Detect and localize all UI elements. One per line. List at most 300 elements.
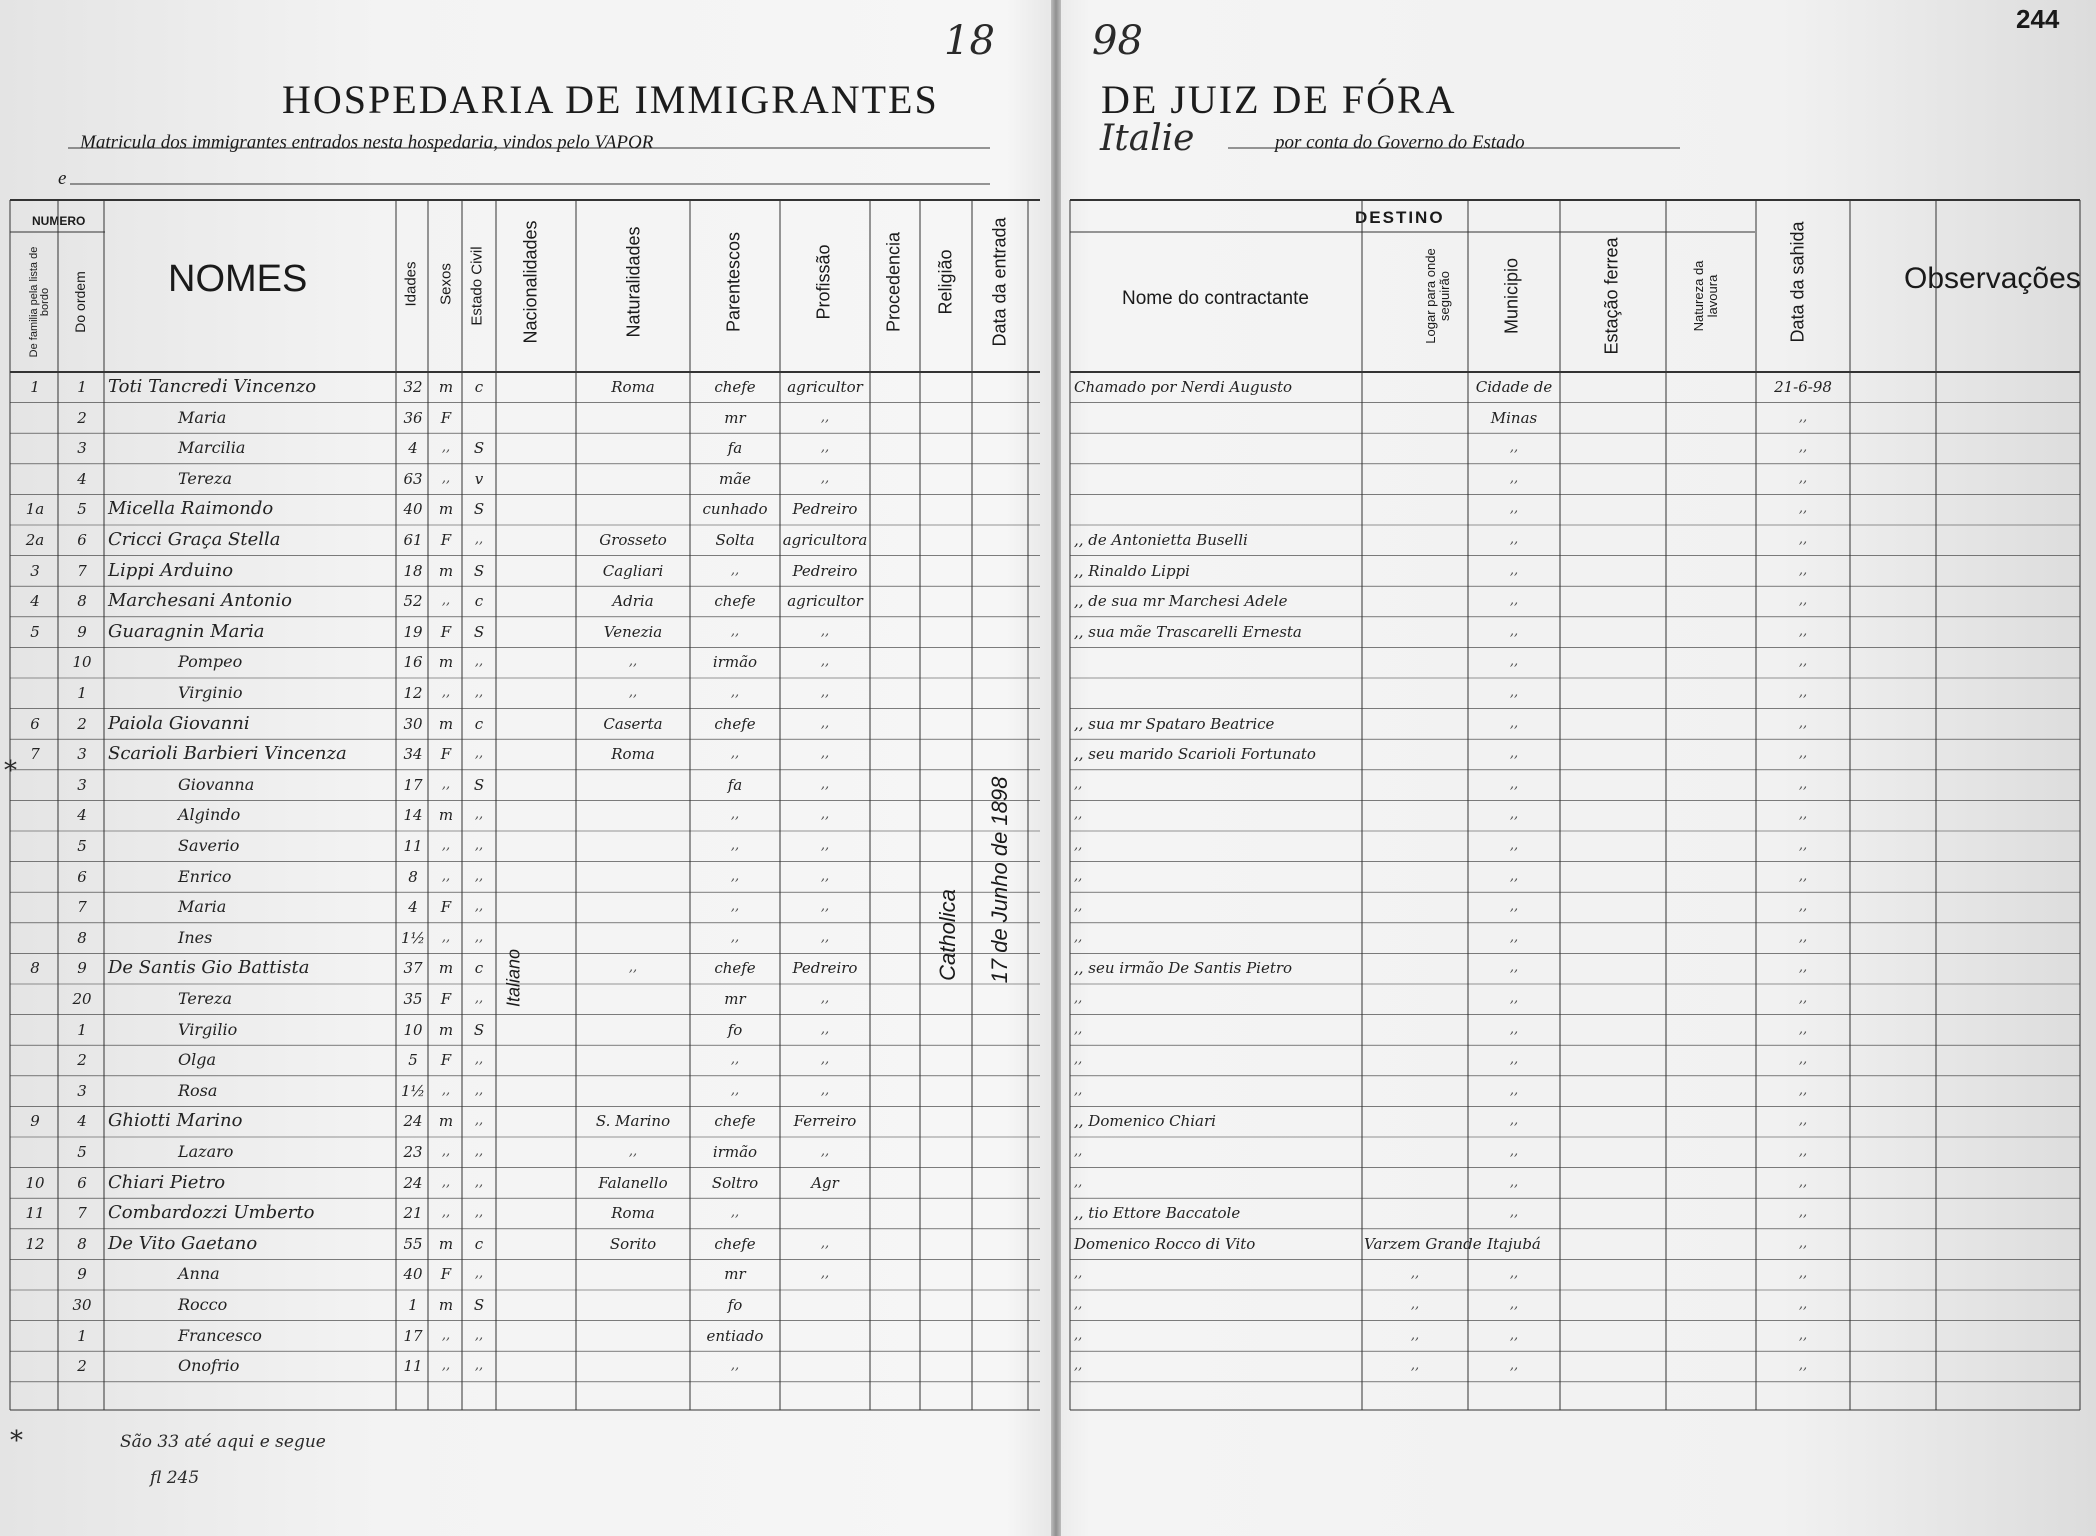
cell-sexo: ,, [441, 1358, 451, 1374]
cell-sahida: ,, [1798, 1358, 1808, 1374]
cell-nome: Olga [178, 1050, 217, 1070]
cell-prof: agricultora [782, 531, 868, 549]
cell-parent: chefe [714, 592, 756, 611]
cell-natural [578, 494, 688, 525]
cell-nome: De Santis Gio Battista [108, 957, 310, 979]
cell-contr: ,, [1074, 1327, 1083, 1343]
contractante-header: Nome do contractante [1122, 288, 1309, 309]
cell-idade: 32 [403, 378, 423, 396]
cell-prof: ,, [820, 685, 830, 700]
cell-munic: ,, [1509, 1327, 1519, 1343]
cell-prof [782, 1290, 868, 1321]
cell-sahida: ,, [1798, 1021, 1808, 1037]
cell-parent: ,, [730, 929, 740, 945]
logar-header: Logar para onde seguirão [1423, 248, 1452, 344]
cell-prof: ,, [820, 1235, 830, 1251]
cell-natural [578, 984, 688, 1015]
cell-munic: ,, [1509, 1358, 1519, 1374]
cell-ord: 2 [77, 1357, 87, 1376]
cell-contr: ,, [1074, 807, 1083, 823]
cell-prof: ,, [820, 929, 830, 945]
cell-natural [578, 1259, 688, 1290]
cell-fam [14, 678, 56, 709]
cell-nome: Algindo [178, 805, 241, 825]
cell-idade: 21 [403, 1204, 423, 1223]
cell-civil: S [473, 1296, 485, 1314]
cell-natural [578, 1015, 688, 1046]
cell-idade: 11 [403, 1357, 423, 1376]
cell-prof [782, 1198, 868, 1229]
cell-civil: ,, [474, 929, 484, 945]
footer-folio: fl 245 [150, 1468, 200, 1488]
cell-idade: 11 [403, 837, 423, 855]
cell-munic: ,, [1509, 1082, 1519, 1098]
cell-ord: 8 [77, 592, 87, 611]
cell-parent: ,, [730, 838, 740, 853]
cell-parent: ,, [730, 1358, 740, 1374]
cell-civil: ,, [474, 838, 484, 853]
cell-nome: Scarioli Barbieri Vincenza [108, 743, 347, 765]
cell-sexo: F [440, 531, 452, 549]
cell-sexo: m [438, 714, 454, 733]
cell-prof: ,, [820, 776, 830, 792]
cell-nome: Pompeo [178, 652, 243, 672]
cell-ord: 4 [77, 1112, 87, 1131]
cell-contr: ,, [1074, 838, 1083, 853]
cell-ord: 30 [72, 1296, 92, 1314]
cell-civil: ,, [474, 1327, 484, 1343]
profissao-header: Profissão [813, 244, 834, 320]
cell-contr: ,, [1074, 899, 1083, 915]
cell-contr [1074, 433, 1360, 464]
cell-prof: ,, [820, 440, 830, 456]
cell-prof: ,, [820, 623, 830, 639]
cell-idade: 63 [403, 469, 423, 488]
cell-fam [14, 831, 56, 862]
cell-contr: ,, [1074, 1297, 1083, 1312]
cell-fam [14, 433, 56, 464]
cell-logar [1364, 617, 1466, 648]
cell-natural [578, 892, 688, 923]
cell-logar [1364, 678, 1466, 709]
cell-sexo: m [438, 653, 454, 672]
sexos-header: Sexos [437, 263, 455, 305]
cell-logar [1364, 862, 1466, 893]
cell-contr: ,, tio Ettore Baccatole [1074, 1204, 1241, 1223]
cell-civil: ,, [474, 899, 484, 915]
cell-natural: Venezia [603, 622, 663, 641]
cell-nome: Enrico [178, 866, 232, 886]
cell-ord: 5 [77, 837, 87, 855]
cell-natural: Roma [611, 1204, 655, 1223]
cell-prof: Pedreiro [792, 500, 858, 519]
cell-sahida: ,, [1798, 929, 1808, 945]
cell-prof: ,, [820, 1052, 830, 1068]
natureza-header: Natureza da lavoura [1691, 260, 1720, 332]
cell-ord: 9 [77, 622, 87, 641]
cell-sexo: F [440, 1051, 452, 1070]
cell-contr: ,, sua mãe Trascarelli Ernesta [1074, 622, 1302, 641]
cell-fam: 4 [30, 592, 40, 611]
cell-munic: ,, [1509, 1174, 1519, 1190]
cell-ord: 7 [77, 1204, 87, 1223]
cell-natural [578, 433, 688, 464]
cell-natural: ,, [628, 1144, 638, 1159]
cell-prof: ,, [820, 746, 830, 762]
cell-civil: ,, [474, 1113, 484, 1129]
cell-sahida: ,, [1798, 991, 1808, 1006]
cell-munic: ,, [1509, 1052, 1519, 1068]
cell-sexo: ,, [441, 440, 451, 456]
observacoes-header: Observações [1904, 262, 2081, 295]
cell-nome: De Vito Gaetano [108, 1232, 258, 1254]
cell-idade: 24 [403, 1112, 423, 1131]
cell-fam [14, 1259, 56, 1290]
cell-ord: 8 [77, 928, 87, 947]
naturalidades-header: Naturalidades [623, 226, 644, 338]
cell-logar [1364, 892, 1466, 923]
parentescos-header: Parentescos [723, 231, 744, 333]
cell-civil: ,, [474, 746, 484, 762]
cell-civil: ,, [474, 1144, 484, 1159]
cell-ord: 9 [77, 1265, 87, 1284]
cell-fam: 10 [25, 1173, 45, 1192]
cell-ord: 7 [77, 898, 87, 917]
cell-munic: ,, [1509, 470, 1519, 486]
cell-fam [14, 647, 56, 678]
cell-sexo: m [438, 378, 454, 396]
cell-ord: 3 [77, 775, 87, 794]
cell-munic: ,, [1509, 1113, 1519, 1129]
cell-prof [782, 1351, 868, 1382]
cell-prof: ,, [820, 470, 830, 486]
cell-parent: ,, [730, 685, 740, 700]
cell-contr: ,, de Antonietta Buselli [1074, 531, 1248, 549]
cell-parent: mãe [718, 469, 752, 488]
cell-logar [1364, 739, 1466, 770]
cell-parent: chefe [714, 1112, 756, 1131]
cell-munic: ,, [1509, 593, 1519, 609]
cell-munic: ,, [1509, 1144, 1519, 1159]
cell-parent: fo [727, 1296, 743, 1314]
cell-sahida: ,, [1798, 1144, 1808, 1159]
data-entrada-header: Data da entrada [989, 217, 1010, 347]
cell-idade: 40 [403, 500, 423, 519]
cell-civil: ,, [474, 654, 484, 670]
cell-sahida: ,, [1798, 1235, 1808, 1251]
cell-parent: mr [724, 990, 746, 1008]
cell-idade: 14 [403, 806, 423, 825]
cell-contr: Chamado por Nerdi Augusto [1074, 378, 1293, 396]
cell-ord: 1 [77, 378, 87, 396]
cell-munic: ,, [1509, 562, 1519, 578]
cell-parent: entiado [706, 1326, 764, 1345]
cell-sexo: ,, [441, 1082, 451, 1098]
vapor-origin: Italie [1100, 118, 1195, 159]
ledger-title-left: HOSPEDARIA DE IMMIGRANTES [282, 77, 939, 122]
cell-parent: cunhado [702, 500, 768, 519]
cell-contr [1074, 494, 1360, 525]
cell-logar [1364, 464, 1466, 495]
cell-sahida: ,, [1798, 501, 1808, 517]
cell-fam: 5 [30, 622, 40, 641]
cell-sexo: ,, [441, 1205, 451, 1221]
cell-civil: c [474, 714, 484, 733]
cell-sexo: m [438, 561, 454, 580]
cell-contr: ,, [1074, 1144, 1083, 1159]
cell-fam [14, 1290, 56, 1321]
cell-logar [1364, 556, 1466, 587]
cell-contr [1074, 464, 1360, 495]
cell-fam: 12 [25, 1234, 45, 1253]
cell-fam: 11 [25, 1204, 45, 1223]
cell-logar [1364, 709, 1466, 740]
cell-parent: ,, [730, 623, 740, 639]
cell-idade: 8 [408, 867, 418, 886]
cell-logar [1364, 525, 1466, 556]
cell-nome: Toti Tancredi Vincenzo [108, 376, 317, 397]
cell-fam [14, 862, 56, 893]
cell-munic: ,, [1509, 1205, 1519, 1221]
cell-civil: ,, [474, 1358, 484, 1374]
cell-fam [14, 892, 56, 923]
cell-natural: ,, [628, 654, 638, 670]
ledger-title-right: DE JUIZ DE FÓRA [1101, 77, 1457, 122]
cell-prof: Agr [811, 1173, 839, 1192]
cell-fam [14, 1045, 56, 1076]
cell-contr: ,, [1074, 1082, 1083, 1098]
cell-idade: 55 [403, 1234, 423, 1253]
cell-sexo: F [440, 622, 452, 641]
cell-sahida: ,, [1798, 868, 1808, 884]
cell-nome: Marcilia [178, 438, 246, 458]
cell-idade: 61 [403, 531, 423, 549]
cell-munic: ,, [1509, 776, 1519, 792]
cell-nome: Lippi Arduino [108, 559, 234, 581]
cell-idade: 1 [408, 1296, 418, 1314]
cell-civil: ,, [474, 685, 484, 700]
cell-fam: 1a [25, 500, 45, 519]
cell-parent: chefe [714, 714, 756, 733]
cell-prof: ,, [820, 715, 830, 731]
cell-natural [578, 403, 688, 434]
cell-nome: Chiari Pietro [108, 1171, 226, 1193]
cell-prof: ,, [820, 1021, 830, 1037]
cell-logar [1364, 831, 1466, 862]
cell-parent: chefe [714, 1234, 756, 1253]
cell-civil: ,, [474, 991, 484, 1006]
cell-sexo: F [440, 1265, 452, 1284]
cell-ord: 6 [77, 1173, 87, 1192]
data-sahida-header: Data da sahida [1787, 221, 1808, 343]
cell-contr: ,, Domenico Chiari [1074, 1112, 1216, 1131]
cell-prof: ,, [820, 838, 830, 853]
cell-logar [1364, 1168, 1466, 1199]
cell-idade: 1½ [400, 1081, 426, 1100]
star-mark-2: * [10, 1426, 23, 1456]
cell-sahida: ,, [1798, 1327, 1808, 1343]
footer-note: São 33 até aqui e segue [120, 1432, 326, 1452]
cell-munic: ,, [1509, 868, 1519, 884]
cell-fam: 2a [25, 531, 45, 549]
cell-sahida: ,, [1798, 409, 1808, 425]
cell-sahida: ,, [1798, 593, 1808, 609]
cell-ord: 2 [77, 1051, 87, 1070]
cell-logar [1364, 1198, 1466, 1229]
cell-sexo: F [440, 745, 452, 764]
cell-contr: ,, [1074, 1174, 1083, 1190]
cell-prof: Ferreiro [793, 1112, 857, 1131]
cell-idade: 23 [403, 1143, 423, 1161]
cell-parent: irmão [712, 1143, 758, 1161]
cell-contr: ,, [1074, 1052, 1083, 1068]
cell-prof: ,, [820, 1144, 830, 1159]
cell-sahida: ,, [1798, 807, 1808, 823]
cell-munic: ,, [1509, 715, 1519, 731]
cell-sexo: F [440, 898, 452, 917]
cell-sexo: m [438, 1020, 454, 1039]
cell-nome: Onofrio [178, 1356, 240, 1376]
cell-nome: Paiola Giovanni [108, 712, 250, 734]
estacao-header: Estação ferrea [1601, 237, 1622, 355]
cell-logar [1364, 586, 1466, 617]
cell-ord: 6 [77, 531, 87, 549]
cell-civil: ,, [474, 807, 484, 823]
cell-civil: S [473, 561, 485, 580]
cell-munic: ,, [1509, 1021, 1519, 1037]
cell-logar [1364, 770, 1466, 801]
cell-idade: 40 [403, 1265, 423, 1284]
cell-natural: Adria [612, 592, 654, 611]
cell-logar [1364, 1106, 1466, 1137]
cell-logar [1364, 1076, 1466, 1107]
cell-munic: ,, [1509, 838, 1519, 853]
cell-idade: 17 [403, 775, 423, 794]
cell-natural: S. Marino [595, 1112, 671, 1131]
cell-civil: c [474, 378, 484, 396]
cell-sexo: ,, [441, 1327, 451, 1343]
cell-natural [578, 770, 688, 801]
matricula-text: Matricula dos immigrantes entrados nesta hospedaria, vindos pelo VAPOR [80, 132, 654, 153]
cell-natural [578, 464, 688, 495]
cell-munic: ,, [1509, 1266, 1519, 1282]
cell-civil: ,, [474, 868, 484, 884]
cell-munic: ,, [1509, 960, 1519, 976]
cell-parent: ,, [730, 746, 740, 762]
cell-fam [14, 403, 56, 434]
cell-logar: ,, [1410, 1266, 1420, 1282]
religiao-rotated: Catholica [935, 889, 960, 981]
cell-nome: Virginio [178, 683, 243, 702]
cell-sahida: ,, [1798, 1113, 1808, 1129]
cell-sahida: ,, [1798, 899, 1808, 915]
cell-natural [578, 800, 688, 831]
cell-logar: ,, [1410, 1297, 1420, 1312]
cell-munic: Minas [1490, 408, 1538, 427]
cell-nome: Saverio [178, 836, 240, 855]
cell-parent: Soltro [711, 1173, 759, 1192]
cell-civil: ,, [474, 1205, 484, 1221]
cell-natural [578, 1321, 688, 1352]
nacionalidade-rotated: Italiano [503, 948, 524, 1008]
cell-natural: Caserta [603, 714, 663, 733]
municipio-header: Municipio [1501, 257, 1522, 335]
cell-idade: 10 [403, 1020, 423, 1039]
cell-parent: chefe [714, 959, 756, 978]
cell-idade: 19 [403, 622, 423, 641]
cell-civil: v [474, 469, 484, 488]
cell-nome: Giovanna [178, 774, 255, 794]
cell-ord: 4 [77, 806, 87, 825]
cell-prof: ,, [820, 991, 830, 1006]
cell-idade: 17 [403, 1326, 423, 1345]
cell-nome: Rocco [178, 1295, 228, 1314]
cell-parent: ,, [730, 899, 740, 915]
cell-parent: ,, [730, 1205, 740, 1221]
cell-sahida: ,, [1798, 715, 1808, 731]
cell-civil: S [473, 500, 485, 519]
page-number: 244 [2016, 4, 2060, 34]
cell-natural: Grosseto [599, 531, 667, 549]
cell-sexo: m [438, 1234, 454, 1253]
cell-natural [578, 1045, 688, 1076]
cell-fam: 9 [30, 1112, 40, 1131]
cell-logar: ,, [1410, 1358, 1420, 1374]
cell-civil: ,, [474, 1052, 484, 1068]
cell-fam [14, 1351, 56, 1382]
cell-prof: ,, [820, 1082, 830, 1098]
cell-sahida: ,, [1798, 746, 1808, 762]
cell-munic: ,, [1509, 899, 1519, 915]
cell-prof: ,, [820, 807, 830, 823]
cell-sahida: ,, [1798, 654, 1808, 670]
cell-ord: 5 [77, 1143, 87, 1161]
star-mark-1: * [4, 756, 17, 786]
cell-logar [1364, 984, 1466, 1015]
cell-nome: Virgilio [178, 1019, 238, 1039]
cell-sexo: m [438, 959, 454, 978]
cell-logar [1364, 800, 1466, 831]
cell-sahida: ,, [1798, 532, 1808, 547]
cell-sexo: m [438, 806, 454, 825]
cell-prof: ,, [820, 1266, 830, 1282]
cell-ord: 20 [72, 990, 92, 1008]
cell-prof [782, 1321, 868, 1352]
cell-natural: Sorito [609, 1234, 657, 1253]
num-familia-header: De familia pela lista de bordo [28, 246, 51, 358]
cell-logar: ,, [1410, 1327, 1420, 1343]
cell-fam [14, 770, 56, 801]
cell-contr: ,, seu irmão De Santis Pietro [1074, 959, 1293, 978]
cell-nome: Ghiotti Marino [108, 1110, 243, 1132]
cell-logar [1364, 372, 1466, 403]
cell-sexo: ,, [441, 1144, 451, 1159]
cell-idade: 4 [408, 439, 418, 458]
cell-sahida: ,, [1798, 440, 1808, 456]
cell-logar [1364, 1137, 1466, 1168]
estado-civil-header: Estado Civil [468, 246, 486, 326]
cell-ord: 3 [77, 745, 87, 764]
cell-munic: ,, [1509, 991, 1519, 1006]
cell-munic: ,, [1509, 501, 1519, 517]
cell-sahida: ,, [1798, 562, 1808, 578]
cell-contr: ,, Rinaldo Lippi [1074, 561, 1190, 580]
cell-contr: ,, [1074, 1021, 1083, 1037]
cell-natural: ,, [628, 960, 638, 976]
cell-sexo: m [438, 500, 454, 519]
cell-munic: ,, [1509, 746, 1519, 762]
cell-civil: S [473, 622, 485, 641]
